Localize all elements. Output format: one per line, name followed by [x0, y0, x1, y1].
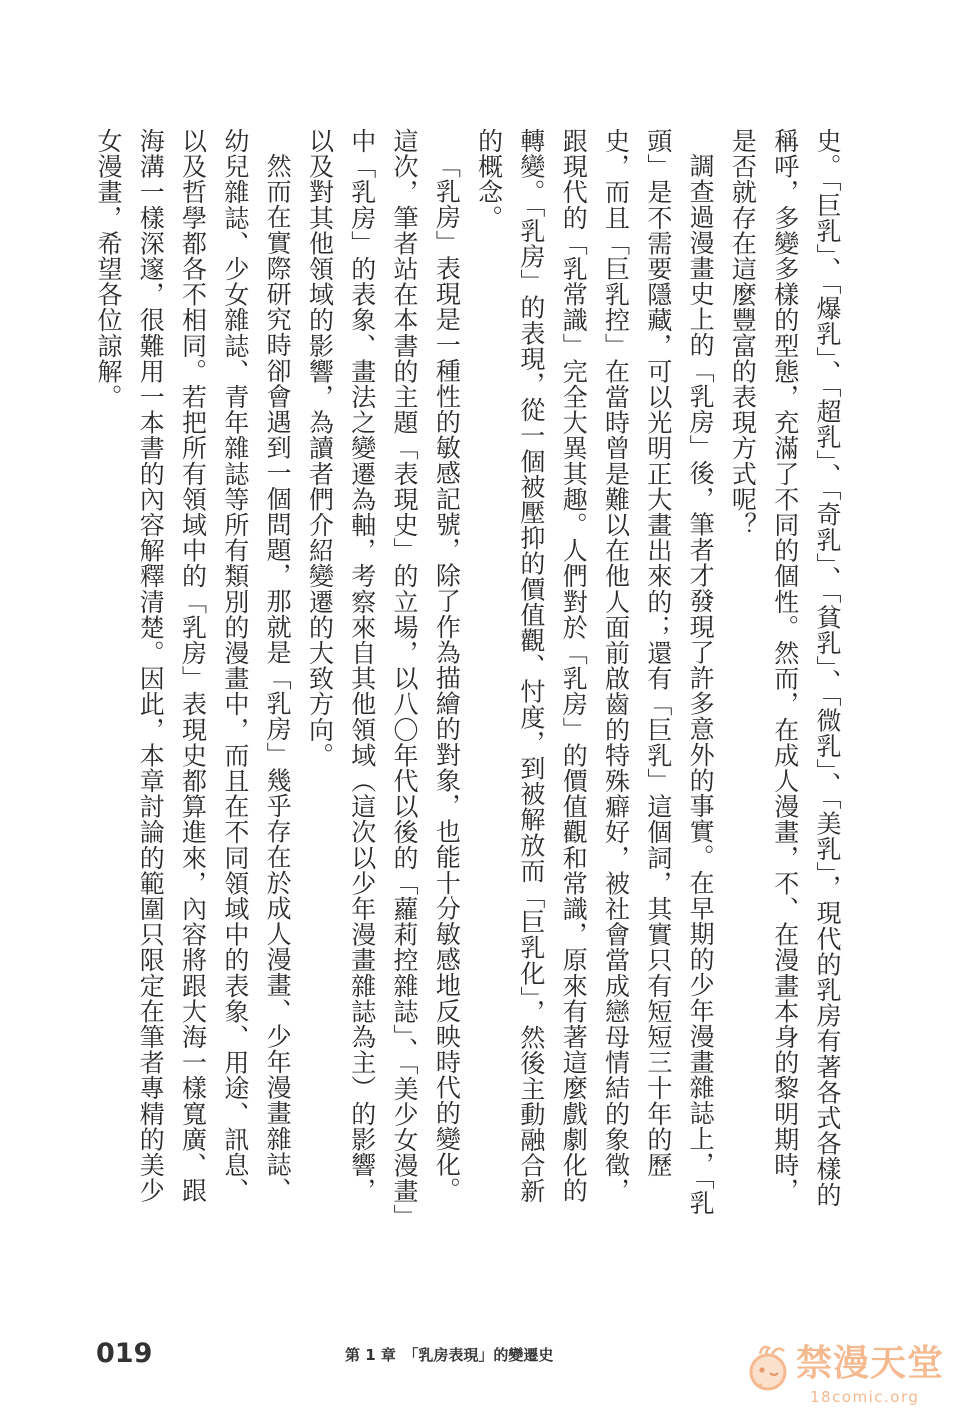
body-text — [88, 128, 848, 1228]
watermark — [742, 1340, 952, 1410]
watermark-title: 禁漫天堂 — [796, 1343, 945, 1384]
watermark-url: 18comic.org — [810, 1388, 920, 1406]
paragraph-2: 調查過漫畫史上的「乳房」後，筆者才發現了許多意外的事實。在早期的少年漫畫雜誌上，「乳頭」是不需要隱藏，可以光明正大畫出來的；還有「巨乳」這個詞，其實只有短短三十年的歷史，而且「巨乳控」在當時曾是難以在他人面前啟齒的特殊癖好，被社會當成戀母情結的象徵，跟現代的「乳常識」完全大異其趣。人們對於「乳房」的價值觀和常識，原來有著這麼戲劇化的轉變。「乳房」的表現，從一個被壓抑的價值觀、忖度，到被解放而「巨乳化」，然後主動融合新的概念。 — [474, 128, 716, 1216]
paragraph-3: 「乳房」表現是一種性的敏感記號，除了作為描繪的對象，也能十分敏感地反映時代的變化。這次，筆者站在本書的主題「表現史」的立場，以八〇年代以後的「蘿莉控雜誌」、「美少女漫畫」中「乳房」的表象、畫法之變遷為軸，考察來自其他領域（這次以少年漫畫雜誌為主）的影響，以及對其他領域的影響，為讀者們介紹變遷的大致方向。 — [305, 128, 462, 1217]
mascot-icon — [742, 1342, 794, 1394]
running-head: 第 1 章 「乳房表現」的變遷史 — [345, 1346, 554, 1364]
paragraph-4: 然而在實際研究時卻會遇到一個問題，那就是「乳房」幾乎存在於成人漫畫、少年漫畫雜誌、幼兒雜誌、少女雜誌、青年雜誌等所有類別的漫畫中，而且在不同領域中的表象、用途、訊息、以及哲學都各不相同。若把所有領域中的「乳房」表現史都算進來，內容將跟大海一樣寬廣、跟海溝一樣深邃，很難用一本書的內容解釋清楚。因此，本章討論的範圍只限定在筆者專精的美少女漫畫，希望各位諒解。 — [93, 128, 293, 1204]
paragraph-1: 史。「巨乳」、「爆乳」、「超乳」、「奇乳」、「貧乳」、「微乳」、「美乳」，現代的乳房有著各式各樣的稱呼，多變多樣的型態，充滿了不同的個性。然而，在成人漫畫，不、在漫畫本身的黎明期時，是否就存在這麼豐富的表現方式呢？ — [728, 128, 842, 1208]
page-number: 019 — [96, 1338, 153, 1369]
